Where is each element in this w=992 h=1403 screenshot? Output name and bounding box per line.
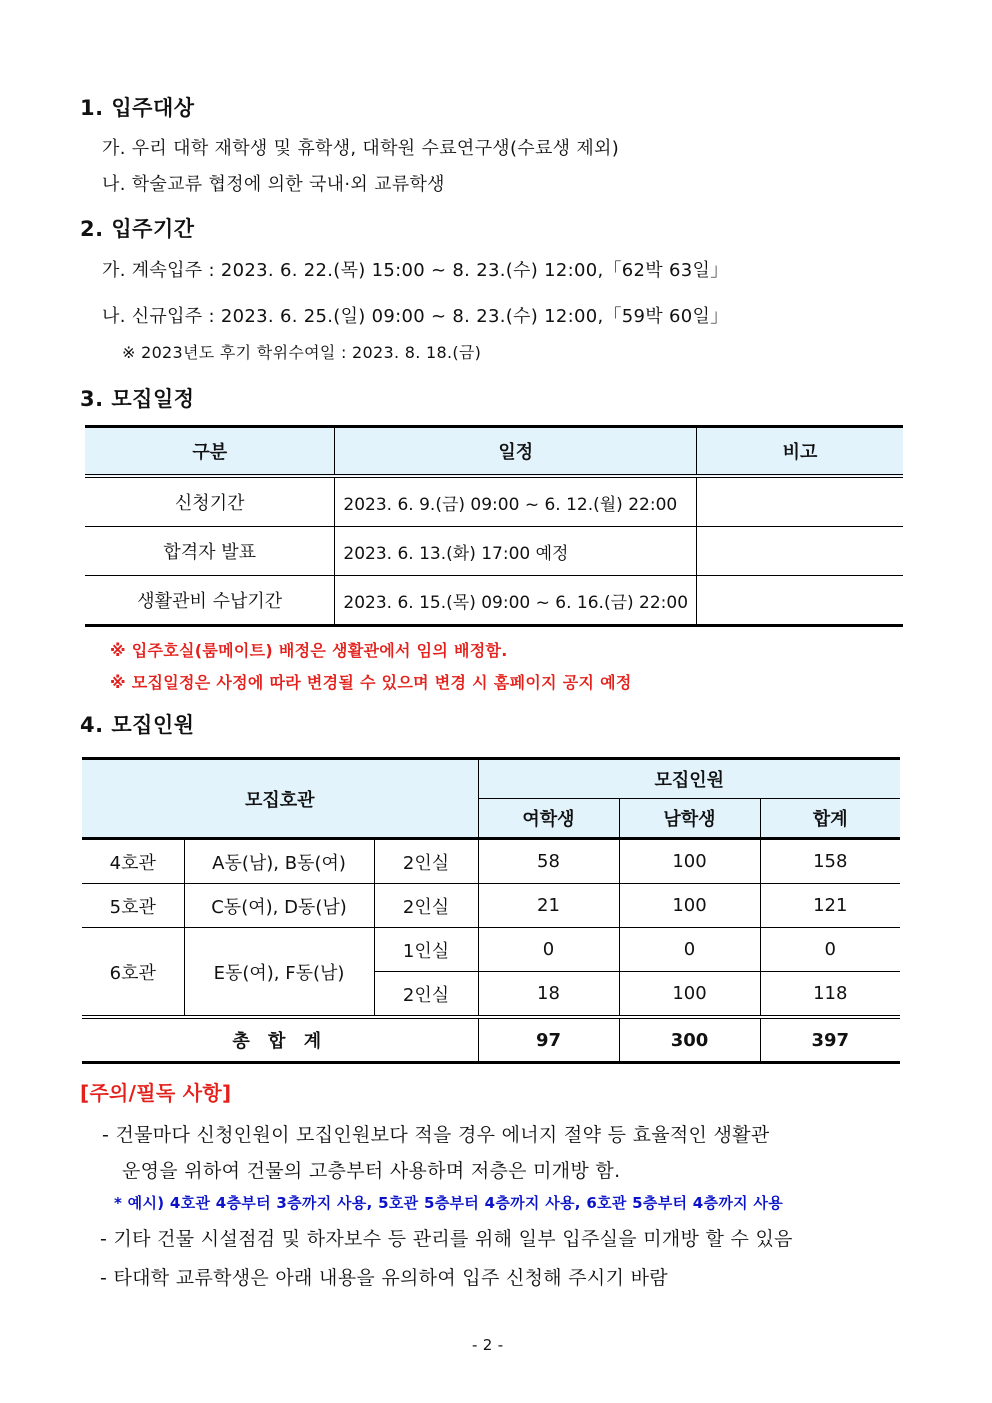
female-count: 58: [478, 839, 619, 884]
room-type: 1인실: [374, 928, 478, 972]
hall: 5호관: [82, 884, 184, 928]
graduation-note: ※ 2023년도 후기 학위수여일 : 2023. 8. 18.(금): [122, 343, 482, 362]
row-label: 합격자 발표: [85, 527, 335, 576]
hall-header: 모집호관: [82, 759, 478, 839]
caution-item: - 건물마다 신청인원이 모집인원보다 적을 경우 에너지 절약 등 효율적인 생활관: [102, 1124, 770, 1146]
row-schedule: 2023. 6. 9.(금) 09:00 ~ 6. 12.(월) 22:00: [335, 476, 697, 527]
row-remark: [697, 527, 903, 576]
table-row: [82, 839, 900, 884]
total-row: [82, 1017, 900, 1063]
male-count: 100: [619, 839, 760, 884]
male-count: 100: [619, 884, 760, 928]
wing: A동(남), B동(여): [184, 839, 374, 884]
female-total: 97: [478, 1017, 619, 1063]
female-count: 0: [478, 928, 619, 972]
male-count: 0: [619, 928, 760, 972]
sum-header: 합계: [760, 799, 900, 839]
row-label: 생활관비 수납기간: [85, 576, 335, 626]
section-2-title: 2. 입주기간: [80, 217, 195, 241]
female-header: 여학생: [478, 799, 619, 839]
total-label: 총 합 계: [82, 1017, 478, 1063]
table-row: [85, 576, 903, 626]
section-2-item: 나. 신규입주 : 2023. 6. 25.(일) 09:00 ~ 8. 23.(수) 12:00,「59박 60일」: [102, 306, 729, 327]
table-row: [82, 884, 900, 928]
female-count: 18: [478, 972, 619, 1018]
table-row: [82, 928, 900, 972]
wing: C동(여), D동(남): [184, 884, 374, 928]
section-1-title: 1. 입주대상: [80, 96, 195, 120]
row-label: 신청기간: [85, 476, 335, 527]
page-number: - 2 -: [472, 1336, 504, 1354]
row-remark: [697, 576, 903, 626]
room-type: 2인실: [374, 972, 478, 1018]
caution-item: - 기타 건물 시설점검 및 하자보수 등 관리를 위해 일부 입주실을 미개방 할 수 있음: [100, 1228, 793, 1250]
total-count: 121: [760, 884, 900, 928]
total-count: 158: [760, 839, 900, 884]
column-header: 일정: [335, 427, 697, 477]
schedule-change-note: ※ 모집일정은 사정에 따라 변경될 수 있으며 변경 시 홈페이지 공지 예정: [110, 673, 632, 692]
male-header: 남학생: [619, 799, 760, 839]
room-type: 2인실: [374, 884, 478, 928]
room-assignment-note: ※ 입주호실(룸메이트) 배정은 생활관에서 임의 배정함.: [110, 641, 508, 660]
hall: 6호관: [82, 928, 184, 1018]
recruitment-table: [82, 757, 900, 1064]
row-schedule: 2023. 6. 15.(목) 09:00 ~ 6. 16.(금) 22:00: [335, 576, 697, 626]
section-1-item: 나. 학술교류 협정에 의한 국내·외 교류학생: [102, 174, 445, 195]
caution-example: * 예시) 4호관 4층부터 3층까지 사용, 5호관 5층부터 4층까지 사용, 6호관 5층부터 4층까지 사용: [114, 1194, 783, 1212]
column-header: 비고: [697, 427, 903, 477]
wing: E동(여), F동(남): [184, 928, 374, 1018]
schedule-table: [85, 425, 903, 627]
grand-total: 397: [760, 1017, 900, 1063]
column-header: 구분: [85, 427, 335, 477]
total-count: 0: [760, 928, 900, 972]
caution-item: - 타대학 교류학생은 아래 내용을 유의하여 입주 신청해 주시기 바람: [100, 1267, 668, 1289]
count-header: 모집인원: [478, 759, 900, 799]
female-count: 21: [478, 884, 619, 928]
section-4-title: 4. 모집인원: [80, 713, 195, 737]
row-schedule: 2023. 6. 13.(화) 17:00 예정: [335, 527, 697, 576]
row-remark: [697, 476, 903, 527]
total-count: 118: [760, 972, 900, 1018]
section-2-item: 가. 계속입주 : 2023. 6. 22.(목) 15:00 ~ 8. 23.(수) 12:00,「62박 63일」: [102, 260, 729, 281]
room-type: 2인실: [374, 839, 478, 884]
section-3-title: 3. 모집일정: [80, 387, 195, 411]
male-total: 300: [619, 1017, 760, 1063]
caution-item-continued: 운영을 위하여 건물의 고층부터 사용하며 저층은 미개방 함.: [122, 1160, 621, 1182]
section-1-item: 가. 우리 대학 재학생 및 휴학생, 대학원 수료연구생(수료생 제외): [102, 138, 620, 159]
caution-title: [주의/필독 사항]: [80, 1081, 232, 1105]
male-count: 100: [619, 972, 760, 1018]
hall: 4호관: [109, 852, 156, 874]
table-row: [85, 476, 903, 527]
table-row: [85, 527, 903, 576]
